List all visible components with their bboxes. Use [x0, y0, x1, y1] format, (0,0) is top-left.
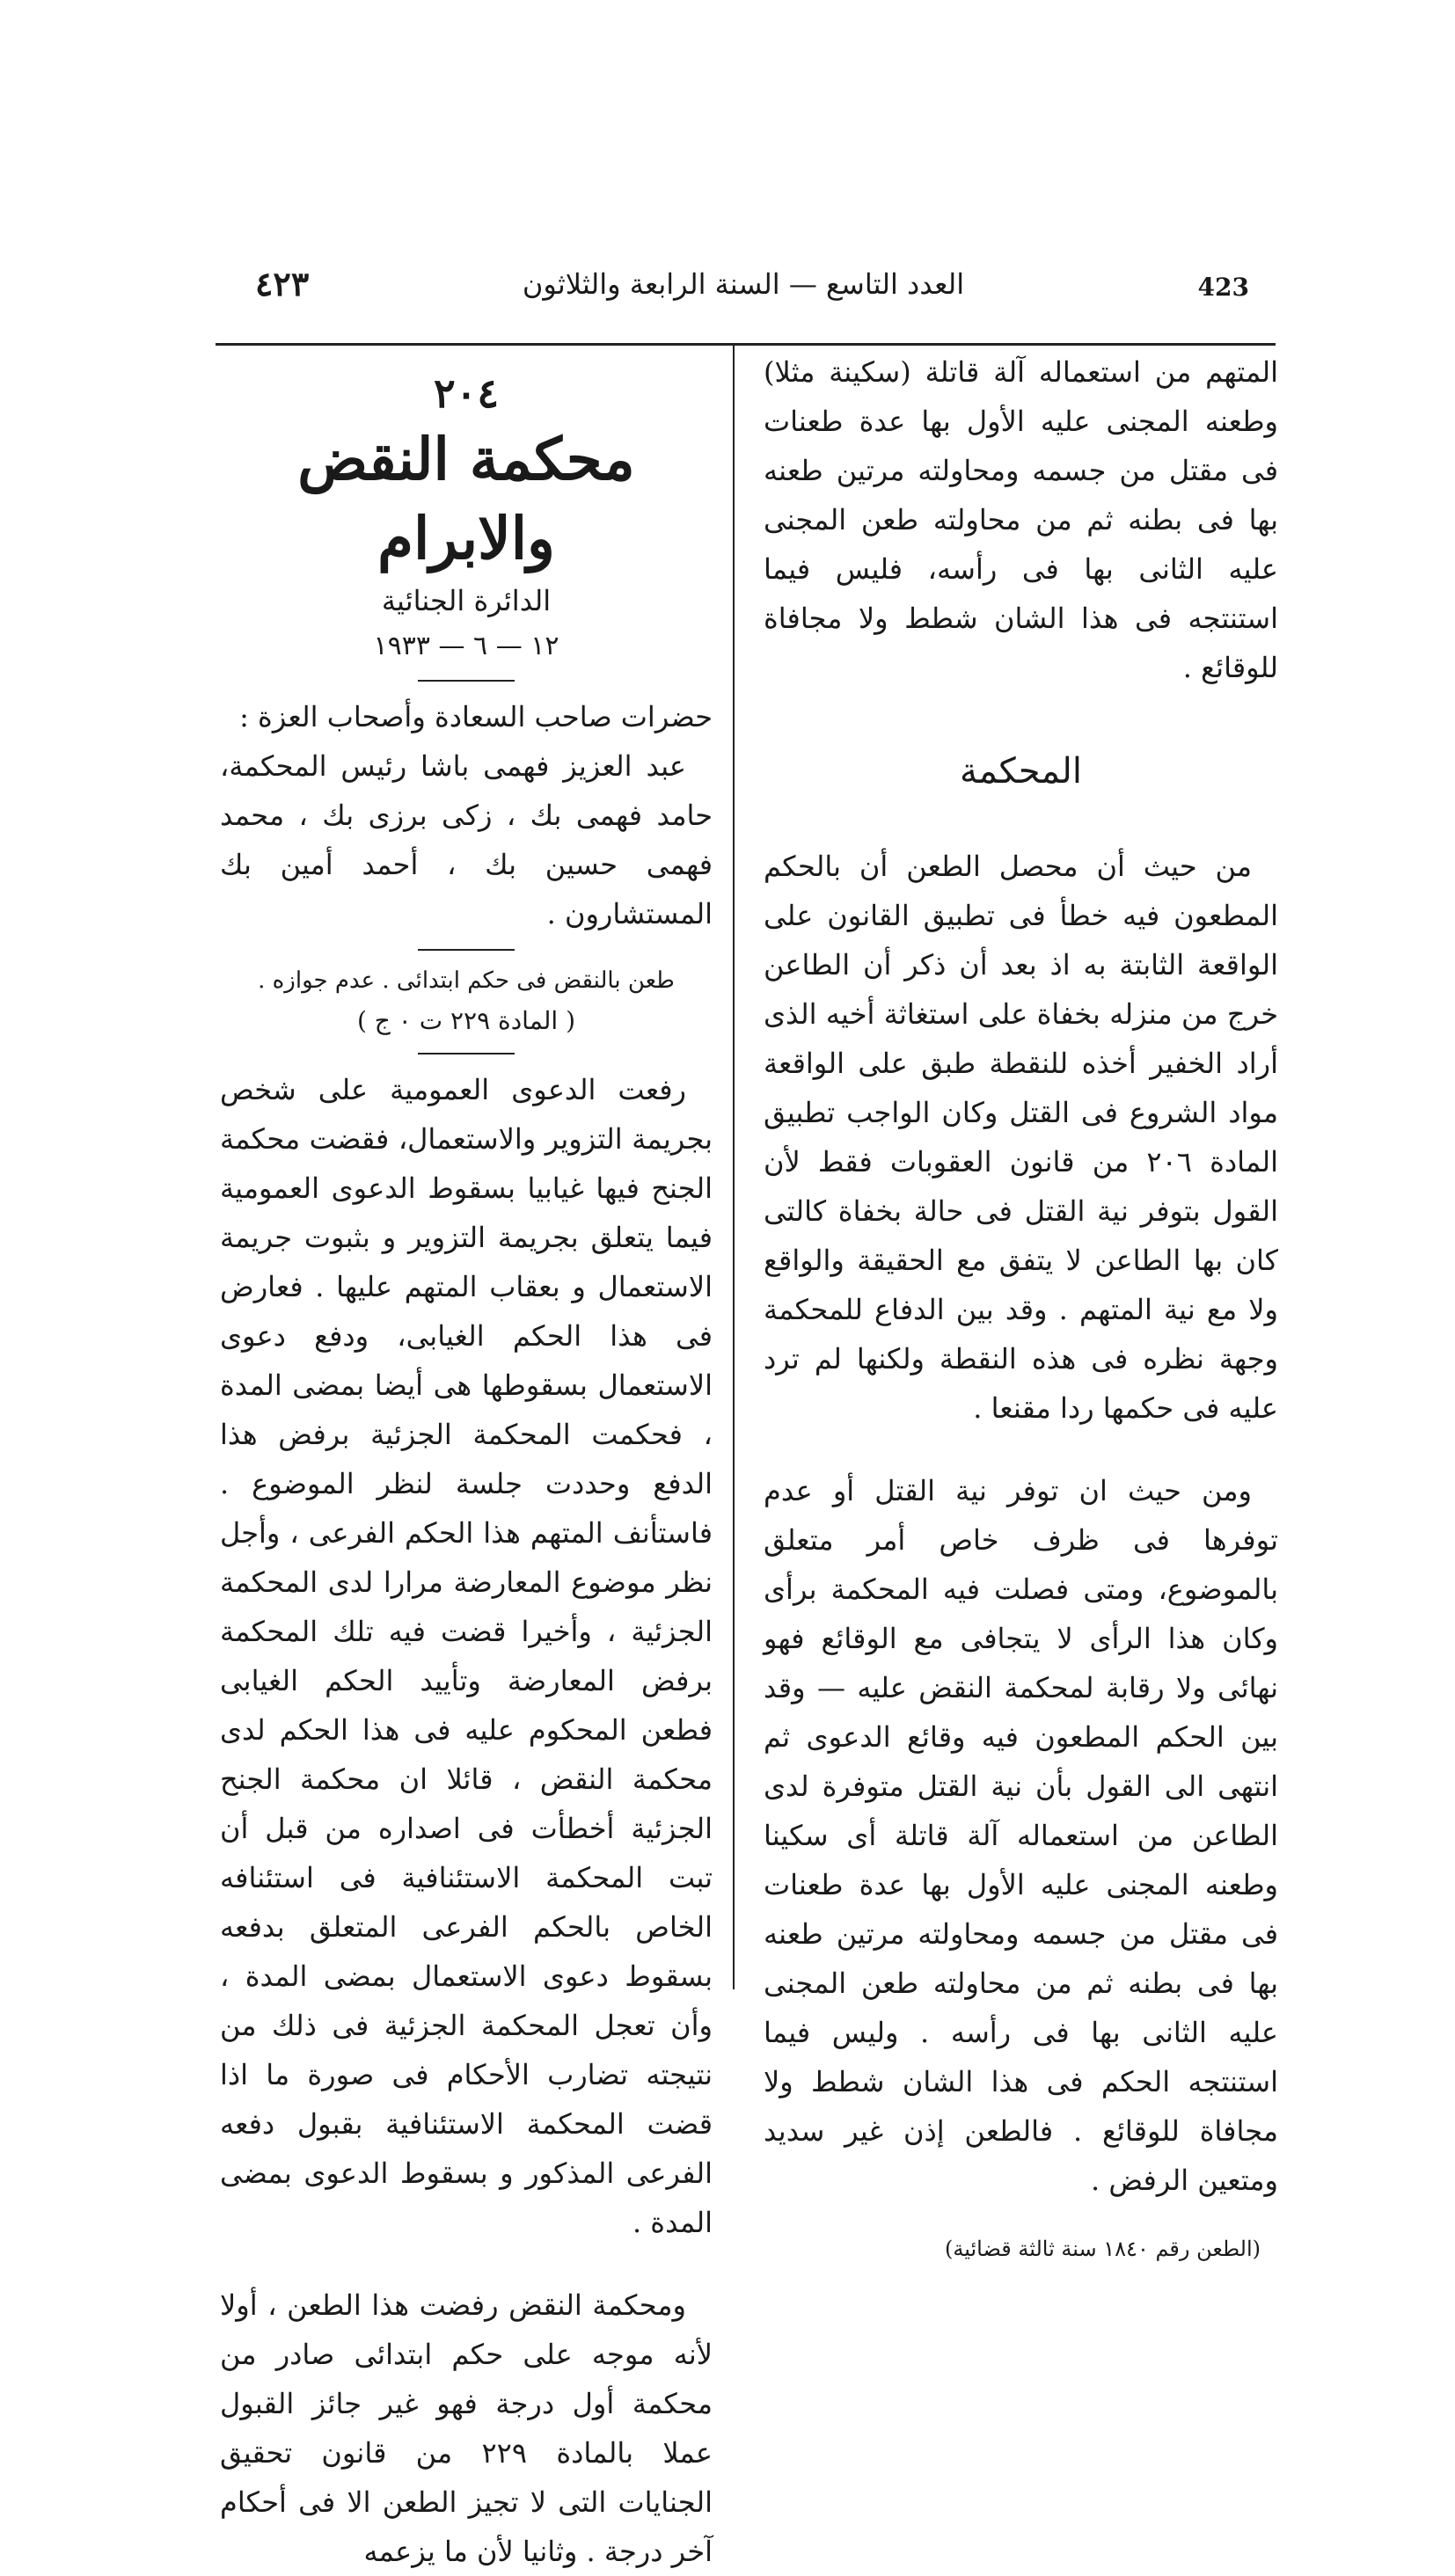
separator-rule — [418, 949, 515, 951]
case-footnote: (الطعن رقم ١٨٤٠ سنة ثالثة قضائية) — [944, 2237, 1261, 2261]
body-paragraph-1: من حيث أن محصل الطعن أن بالحكم المطعون فيه خطأ فى تطبيق القانون على الواقعة الثابتة به اذ بعد أن ذكر أن الطاعن خرج من منزله بخفاة على استغاثة أخيه الذى أراد الخفير أخذه للنقطة طبق على الواقعة مواد الشروع فى القتل وكان الواجب تطبيق المادة ٢٠٦ من قانون العقوبات فقط لأن القول بتوفر نية القتل فى حالة بخفاة كالتى كان بها الطاعن لا يتفق مع الحقيقة والواقع ولا مع نية المتهم . وقد بين الدفاع للمحكمة وجهة نظره فى هذه النقطة ولكنها لم ترد عليه فى حكمها ردا مقنعا . — [764, 850, 1279, 1425]
page-number-arabic: ٤٢٣ — [255, 264, 310, 303]
session-date: ١٢ — ٦ — ١٩٣٣ — [373, 631, 559, 661]
separator-rule — [418, 1053, 515, 1054]
facts-paragraph: رفعت الدعوى العمومية على شخص بجريمة التزوير والاستعمال، فقضت محكمة الجنح فيها غيابيا بسقوط الدعوى العمومية فيما يتعلق بجريمة التزوير و بثبوت جريمة الاستعمال و بعقاب المتهم عليها . فعارض فى هذا الحكم الغيابى، ودفع دعوى الاستعمال بسقوطها هى أيضا بمضى المدة ، فحكمت المحكمة الجزئية برفض هذا الدفع وحددت جلسة لنظر الموضوع . فاستأنف المتهم هذا الحكم الفرعى ، وأجل نظر موضوع المعارضة مرارا لدى المحكمة الجزئية ، وأخيرا قضت فيه تلك المحكمة برفض المعارضة وتأييد الحكم الغيابى فطعن المحكوم عليه فى هذا الحكم لدى محكمة النقض ، قائلا ان محكمة الجنح الجزئية أخطأت فى اصداره من قبل أن تبت المحكمة الاستئنافية فى استئنافه الخاص بالحكم الفرعى المتعلق بدفعه بسقوط دعوى الاستعمال بمضى المدة ، وأن تعجل المحكمة الجزئية فى ذلك من نتيجته تضارب الأحكام فى صورة ما اذا قضت المحكمة الاستئنافية بقبول دفعه الفرعى المذكور و بسقوط الدعوى بمضى المدة . — [220, 1073, 713, 2239]
running-title: العدد التاسع — السنة الرابعة والثلاثون — [522, 267, 965, 301]
left-column — [220, 347, 713, 2576]
right-column — [764, 347, 1278, 2266]
section-heading: المحكمة — [960, 751, 1082, 792]
header-rule — [216, 343, 1276, 346]
continuation-paragraph: المتهم من استعماله آلة قاتلة (سكينة مثلا) وطعنه المجنى عليه الأول بها عدة طعنات فى مقتل من جسمه ومحاولته مرتين طعنه بها فى بطنه ثم من محاولته طعن المجنى عليه الثانى بها فى رأسه، فليس فيما استنتجه فى هذا الشان شطط ولا مجافاة للوقائع . — [764, 355, 1278, 684]
body-paragraph-2: ومن حيث ان توفر نية القتل أو عدم توفرها فى ظرف خاص أمر متعلق بالموضوع، ومتى فصلت فيه المحكمة برأى وكان هذا الرأى لا يتجافى مع الوقائع فهو نهائى ولا رقابة لمحكمة النقض عليه — وقد بين الحكم المطعون فيه وقائع الدعوى ثم انتهى الى القول بأن نية القتل متوفرة لدى الطاعن من استعماله آلة قاتلة أى سكينا وطعنه المجنى عليه الأول بها عدة طعنات فى مقتل من جسمه ومحاولته مرتين طعنه بها فى بطنه ثم من محاولته طعن المجنى عليه الثانى بها فى رأسه . وليس فيما استنتجه الحكم فى هذا الشان شطط ولا مجافاة للوقائع . فالطعن إذن غير سديد ومتعين الرفض . — [764, 1474, 1278, 2197]
article-reference: ( المادة ٢٢٩ ت ٠ ج ) — [356, 1006, 576, 1035]
page-number-latin: 423 — [1197, 273, 1249, 302]
page-header — [211, 264, 1276, 308]
case-summary: طعن بالنقض فى حكم ابتدائى . عدم جوازه . — [258, 967, 675, 994]
ruling-paragraph: ومحكمة النقض رفضت هذا الطعن ، أولا لأنه موجه على حكم ابتدائى صادر من محكمة أول درجة فهو غير جائز القبول عملا بالمادة ٢٢٩ من قانون تحقيق الجنايات التى لا تجيز الطعن الا فى أحكام آخر درجة . وثانيا لأن ما يزعمه — [220, 2288, 713, 2568]
judges-names: عبد العزيز فهمى باشا رئيس المحكمة، حامد فهمى بك ، زكى برزى بك ، محمد فهمى حسين بك ، أحمد أمين بك المستشارون . — [220, 749, 713, 930]
column-divider — [733, 345, 735, 1989]
judges-intro: حضرات صاحب السعادة وأصحاب العزة : — [239, 700, 713, 733]
court-circuit: الدائرة الجنائية — [381, 584, 552, 617]
case-number: ٢٠٤ — [433, 369, 500, 417]
separator-rule — [418, 680, 515, 682]
court-name: محكمة النقض والابرام — [297, 425, 635, 573]
